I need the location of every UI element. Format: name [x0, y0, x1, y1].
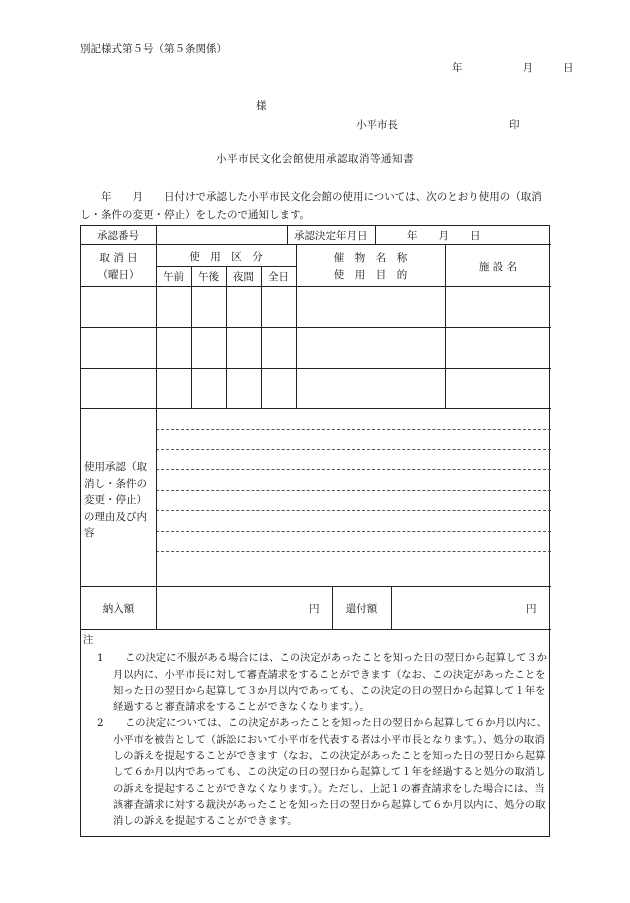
approval-date-label: 承認決定年月日 [294, 230, 368, 242]
division-pm: 午後 [198, 271, 219, 283]
issue-date [452, 60, 574, 75]
refund-unit: 円 [526, 603, 537, 615]
reason-label: 使用承認（取消し・条件の変更・停止）の理由及び内容 [84, 461, 147, 539]
date-year-label: 年 [452, 62, 463, 74]
document-title: 小平市民文化会館使用承認取消等通知書 [216, 153, 414, 165]
note-number: 2 [97, 717, 104, 730]
addressee-suffix: 様 [256, 100, 267, 112]
event-name-label: 催 物 名 称 [333, 252, 408, 264]
note-text: この決定に不服がある場合には、この決定があったことを知った日の翌日から起算して３か月以内に、小平市長に対して審査請求をすることができます（なお、この決定があったことを知った日の翌日から起算して３か月以内であっても、この決定の日の翌日から起算して１年を経過すると審査請求をすることができなくなります。）。 [113, 652, 548, 714]
refund-label: 還付額 [345, 603, 378, 615]
payment-unit: 円 [309, 603, 320, 615]
division-am: 午前 [163, 271, 184, 283]
division-allday: 全日 [268, 271, 289, 283]
date-month-label: 月 [522, 62, 533, 74]
weekday-label: （曜日） [97, 269, 140, 281]
seal-mark: 印 [509, 119, 520, 131]
sender-name: 小平市長 [356, 119, 398, 131]
facility-name-label: 施 設 名 [478, 261, 518, 273]
form-number: 別記様式第５号（第５条関係） [80, 43, 227, 55]
usage-division-label: 使 用 区 分 [189, 251, 263, 263]
note-number: 1 [97, 652, 104, 665]
approval-date-value: 年 月 日 [407, 230, 481, 242]
date-day-label: 日 [563, 62, 574, 74]
intro-paragraph: 年 月 日付けで承認した小平市民文化会館の使用については、次のとおり使用の（取消し・条件の変更・停止）をしたので通知します。 [80, 191, 542, 221]
division-night: 夜間 [233, 271, 254, 283]
note-item [83, 715, 548, 829]
payment-label: 納入額 [102, 603, 135, 615]
approval-number-label: 承認番号 [97, 230, 139, 242]
notes-heading: 注 [83, 634, 94, 646]
cancel-date-label: 取 消 日 [99, 252, 138, 264]
note-item [83, 650, 548, 715]
note-text: この決定については、この決定があったことを知った日の翌日から起算して６か月以内に、小平市を被告として（訴訟において小平市を代表する者は小平市長となります。）、処分の取消しの訴えを提起することができます（なお、この決定があったことを知った日の翌日から起算して６か月以内であっても、この決定の日の翌日から起算して１年を経過すると処分の取消しの訴えを提起することができなくなります。）。ただし、上記１の審査請求をした場合には、当該審査請求に対する裁決があったことを知った日の翌日から起算して６か月以内に、処分の取消しの訴えを提起することができます。 [113, 717, 547, 828]
usage-purpose-label: 使 用 目 的 [333, 269, 408, 281]
notes-section [83, 632, 548, 830]
